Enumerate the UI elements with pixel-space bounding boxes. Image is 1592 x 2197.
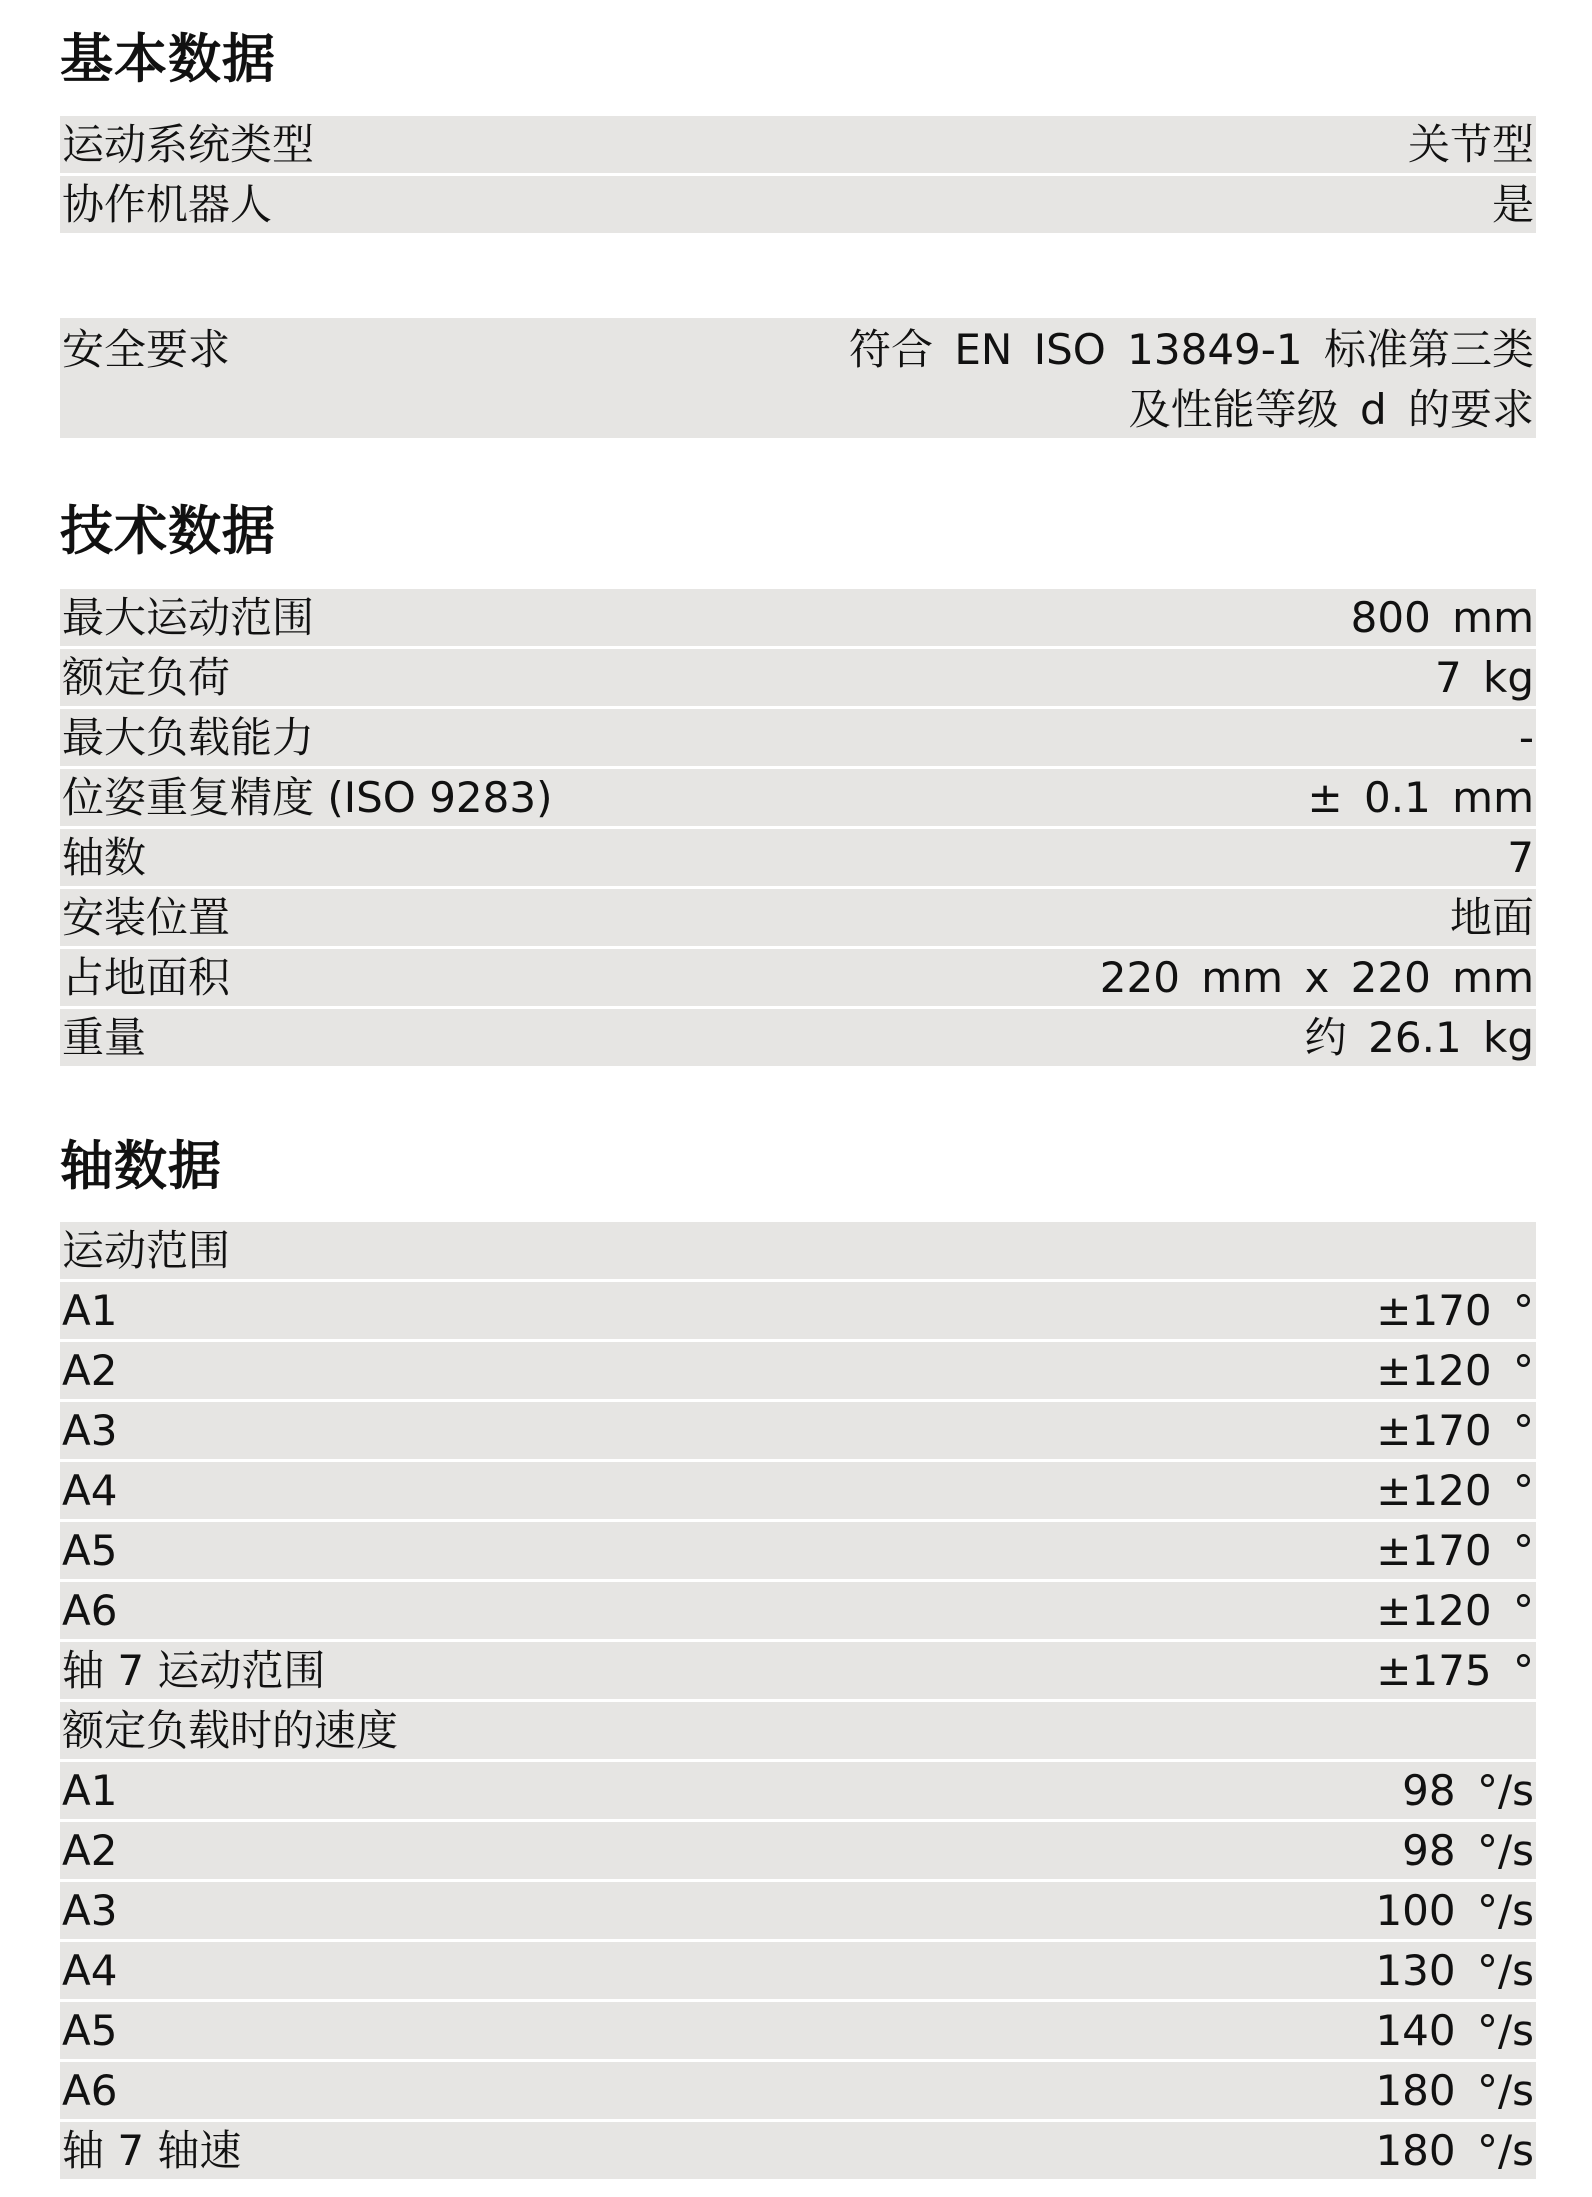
- row-value: ±170 °: [1376, 1406, 1534, 1455]
- safety-value: [849, 318, 1536, 440]
- row-label: 轴 7 轴速: [62, 2126, 242, 2175]
- row-label: 安装位置: [62, 893, 231, 942]
- table-row: [60, 1762, 1536, 1819]
- row-label: A3: [62, 1886, 118, 1935]
- row-label: A5: [62, 1526, 118, 1575]
- safety-row: [60, 318, 1536, 438]
- table-row: [60, 649, 1536, 706]
- row-label: 协作机器人: [62, 180, 273, 229]
- table-row: [60, 949, 1536, 1006]
- row-value: 100 °/s: [1375, 1886, 1534, 1935]
- row-label: 轴 7 运动范围: [62, 1646, 326, 1695]
- row-label: 额定负载时的速度: [62, 1706, 399, 1755]
- table-row: [60, 1009, 1536, 1066]
- row-value: 7: [1507, 833, 1534, 882]
- table-row: [60, 1582, 1536, 1639]
- row-label: 轴数: [62, 833, 147, 882]
- table-row: [60, 769, 1536, 826]
- table-row: [60, 1822, 1536, 1879]
- safety-label: 安全要求: [62, 325, 231, 374]
- row-label: A6: [62, 1586, 118, 1635]
- row-value: ±175 °: [1376, 1646, 1534, 1695]
- safety-value-line-2: 及性能等级 d 的要求: [1128, 385, 1534, 434]
- row-value: 220 mm x 220 mm: [1099, 953, 1534, 1002]
- table-row: [60, 2062, 1536, 2119]
- axis-data-table: [60, 1222, 1536, 2182]
- table-row: [60, 1462, 1536, 1519]
- row-value: ±120 °: [1376, 1466, 1534, 1515]
- row-label: A1: [62, 1766, 118, 1815]
- table-row: [60, 1342, 1536, 1399]
- row-value: 98 °/s: [1402, 1826, 1534, 1875]
- table-row: [60, 709, 1536, 766]
- row-value: 98 °/s: [1402, 1766, 1534, 1815]
- row-label: 最大运动范围: [62, 593, 315, 642]
- row-value: 180 °/s: [1375, 2066, 1534, 2115]
- row-label: 位姿重复精度 (ISO 9283): [62, 773, 553, 822]
- table-row: [60, 1882, 1536, 1939]
- row-value: ±120 °: [1376, 1346, 1534, 1395]
- table-row: [60, 829, 1536, 886]
- row-label: 运动范围: [62, 1226, 231, 1275]
- technical-data-heading: 技术数据: [60, 501, 276, 562]
- table-row: [60, 1402, 1536, 1459]
- row-label: A5: [62, 2006, 118, 2055]
- row-value: 800 mm: [1350, 593, 1534, 642]
- row-label: A2: [62, 1826, 118, 1875]
- table-row: [60, 1642, 1536, 1699]
- row-label: 占地面积: [62, 953, 231, 1002]
- row-label: 额定负荷: [62, 653, 231, 702]
- row-label: A2: [62, 1346, 118, 1395]
- table-row: [60, 1942, 1536, 1999]
- row-value: ±170 °: [1376, 1286, 1534, 1335]
- row-label: A3: [62, 1406, 118, 1455]
- row-value: 7 kg: [1434, 653, 1534, 702]
- table-row: [60, 889, 1536, 946]
- row-value: 关节型: [1407, 120, 1534, 169]
- row-value: 180 °/s: [1375, 2126, 1534, 2175]
- table-row: [60, 2122, 1536, 2179]
- row-value: ±170 °: [1376, 1526, 1534, 1575]
- basic-data-table: [60, 116, 1536, 236]
- table-row: [60, 1282, 1536, 1339]
- row-value: ±120 °: [1376, 1586, 1534, 1635]
- row-label: A1: [62, 1286, 118, 1335]
- row-label: 重量: [62, 1013, 147, 1062]
- technical-data-table: [60, 589, 1536, 1069]
- row-value: 130 °/s: [1375, 1946, 1534, 1995]
- row-label: 运动系统类型: [62, 120, 315, 169]
- axis-data-heading: 轴数据: [60, 1136, 222, 1197]
- row-value: -: [1518, 713, 1534, 762]
- safety-table: [60, 318, 1536, 441]
- basic-data-heading: 基本数据: [60, 29, 276, 90]
- row-label: 最大负载能力: [62, 713, 315, 762]
- table-row: [60, 1522, 1536, 1579]
- row-value: 是: [1491, 180, 1534, 229]
- table-row: [60, 1222, 1536, 1279]
- row-value: ± 0.1 mm: [1307, 773, 1534, 822]
- table-row: [60, 2002, 1536, 2059]
- row-label: A4: [62, 1946, 118, 1995]
- row-value: 地面: [1449, 893, 1534, 942]
- row-value: 约 26.1 kg: [1304, 1013, 1534, 1062]
- table-row: [60, 116, 1536, 173]
- row-label: A4: [62, 1466, 118, 1515]
- row-value: 140 °/s: [1375, 2006, 1534, 2055]
- safety-value-line-1: 符合 EN ISO 13849-1 标准第三类: [849, 325, 1534, 374]
- table-row: [60, 1702, 1536, 1759]
- table-row: [60, 176, 1536, 233]
- row-label: A6: [62, 2066, 118, 2115]
- table-row: [60, 589, 1536, 646]
